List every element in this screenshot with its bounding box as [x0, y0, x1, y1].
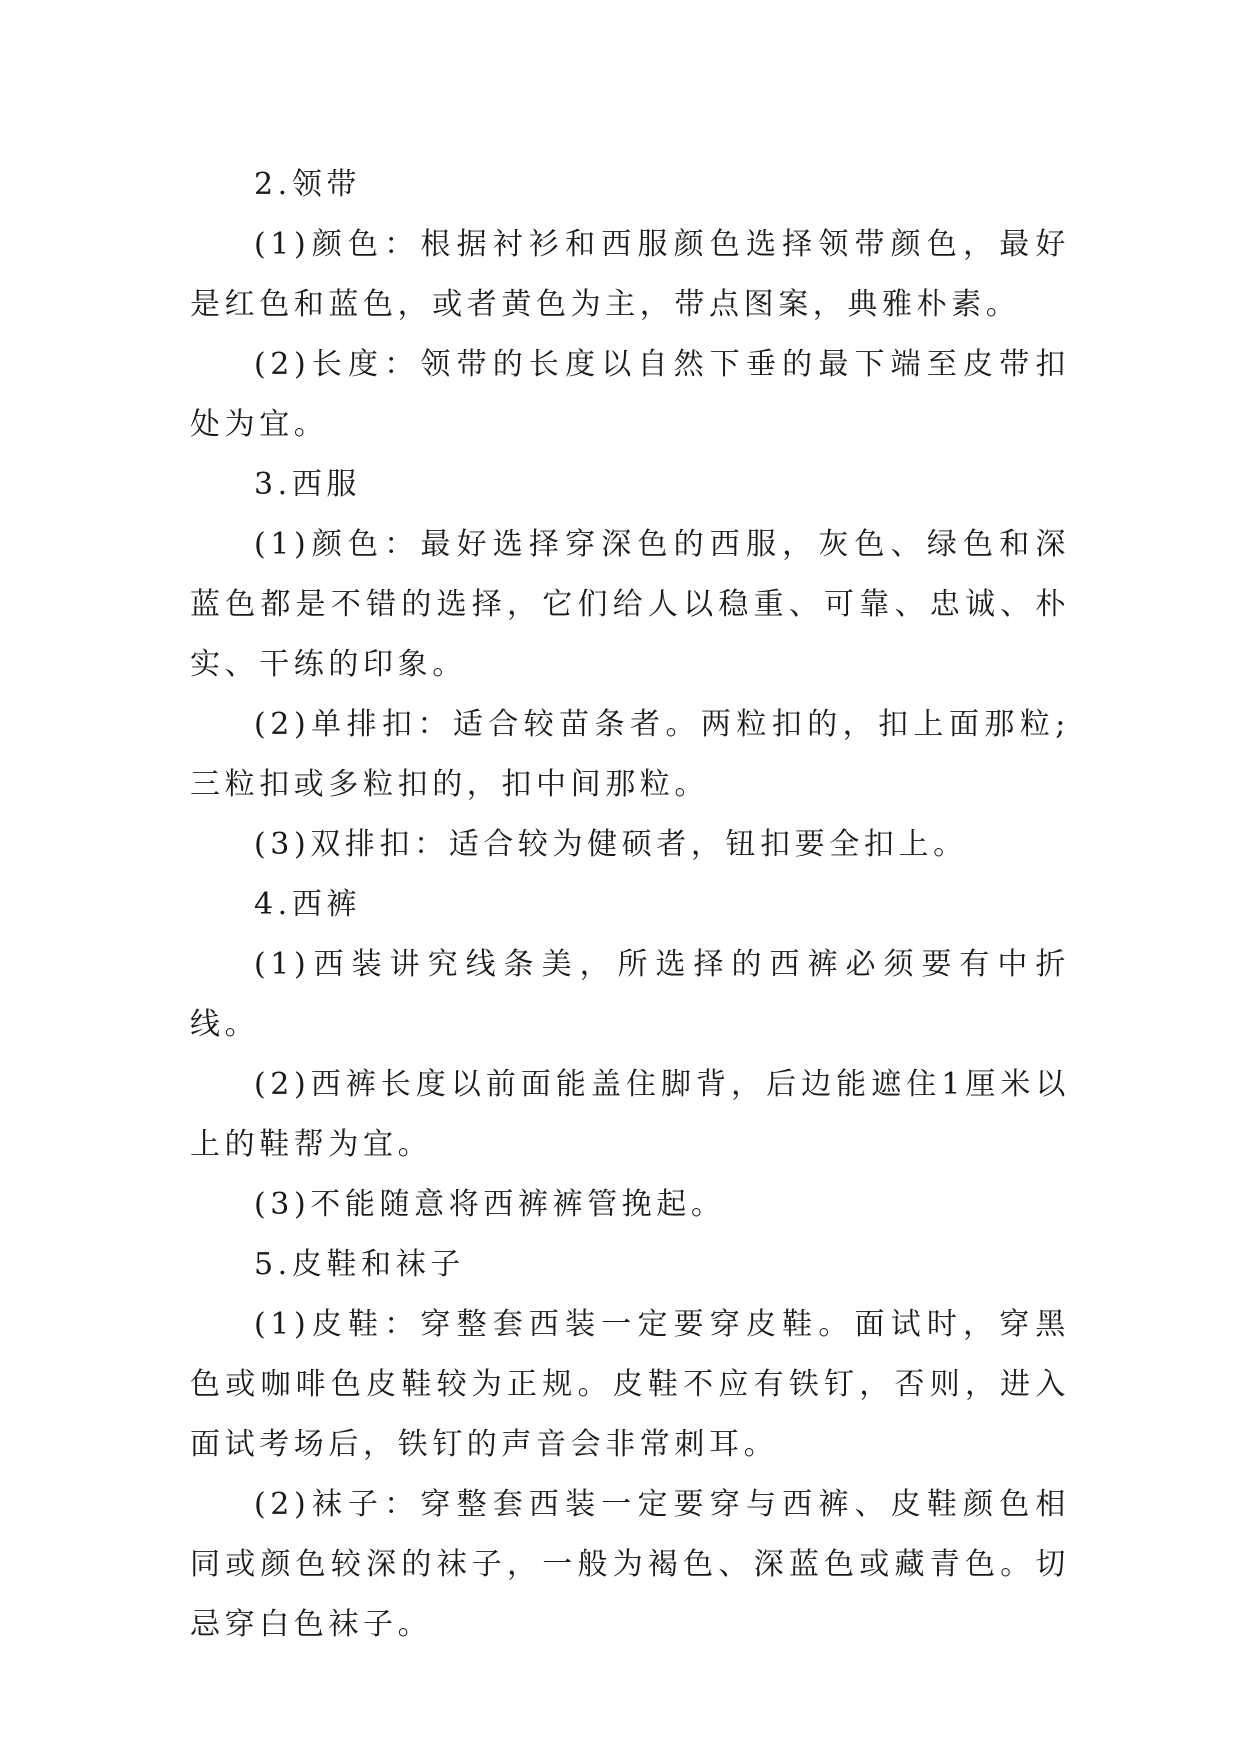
section-heading-necktie: 2.领带	[254, 167, 362, 202]
paragraph-socks: (2)袜子：穿整套西装一定要穿与西裤、皮鞋颜色相同或颜色较深的袜子，一般为褐色、深蓝色或藏青色。切忌穿白色袜子。	[190, 1487, 1070, 1642]
paragraph-necktie-length: (2)长度：领带的长度以自然下垂的最下端至皮带扣处为宜。	[190, 347, 1070, 442]
paragraph-suit-double-breasted: (3)双排扣：适合较为健硕者，钮扣要全扣上。	[254, 827, 968, 862]
section-heading-trousers: 4.西裤	[254, 887, 362, 922]
paragraph-suit-color: (1)颜色：最好选择穿深色的西服，灰色、绿色和深蓝色都是不错的选择，它们给人以稳重、可靠、忠诚、朴实、干练的印象。	[190, 527, 1070, 682]
paragraph-necktie-color: (1)颜色：根据衬衫和西服颜色选择领带颜色，最好是红色和蓝色，或者黄色为主，带点图案，典雅朴素。	[190, 227, 1070, 322]
paragraph-suit-single-breasted: (2)单排扣：适合较苗条者。两粒扣的，扣上面那粒;三粒扣或多粒扣的，扣中间那粒。	[190, 707, 1070, 802]
section-heading-shoes-socks: 5.皮鞋和袜子	[254, 1247, 465, 1282]
paragraph-trousers-length: (2)西裤长度以前面能盖住脚背，后边能遮住1厘米以上的鞋帮为宜。	[190, 1067, 1070, 1162]
paragraph-trousers-rolling: (3)不能随意将西裤裤管挽起。	[254, 1187, 726, 1222]
paragraph-shoes: (1)皮鞋：穿整套西装一定要穿皮鞋。面试时，穿黑色或咖啡色皮鞋较为正规。皮鞋不应有铁钉，否则，进入面试考场后，铁钉的声音会非常刺耳。	[190, 1307, 1070, 1462]
paragraph-trousers-crease: (1)西装讲究线条美，所选择的西裤必须要有中折线。	[190, 947, 1070, 1042]
document-body	[190, 155, 1070, 1655]
section-heading-suit: 3.西服	[254, 467, 362, 502]
